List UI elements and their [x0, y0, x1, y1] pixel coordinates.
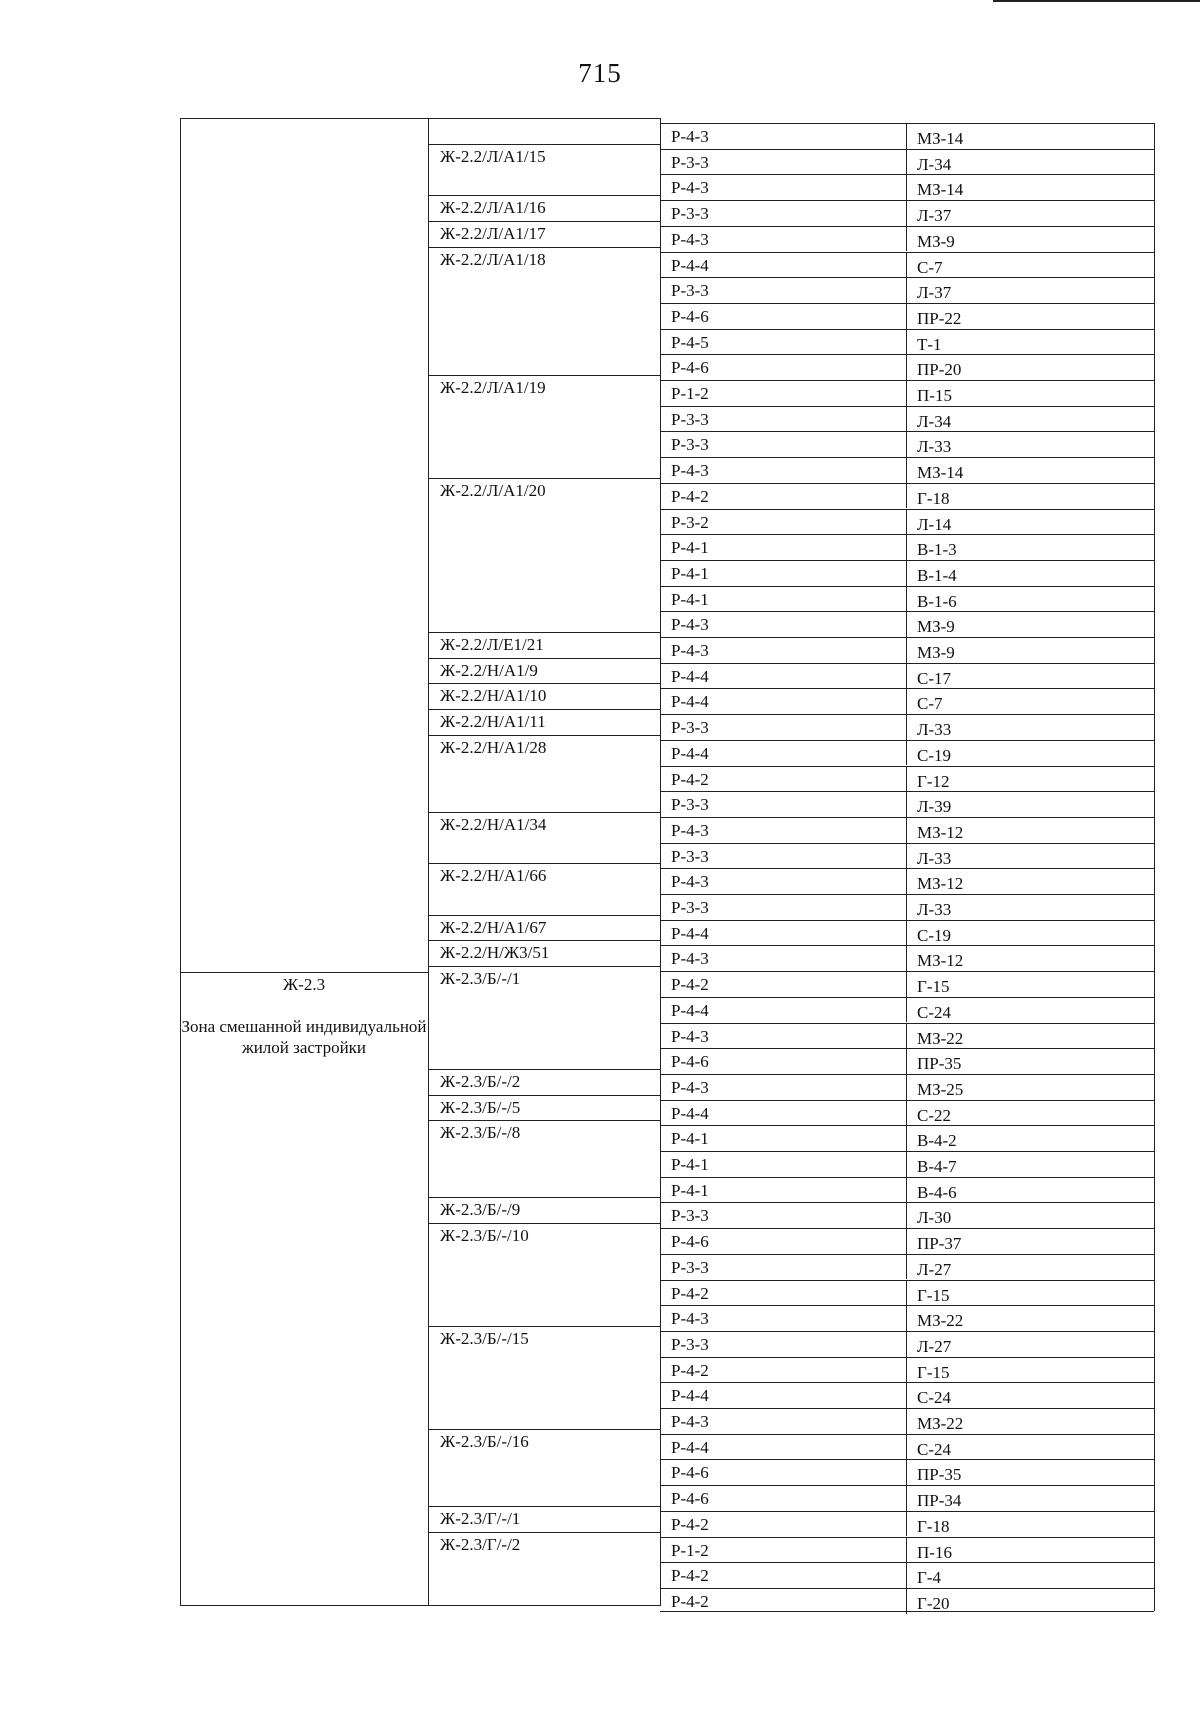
- table-row: [660, 766, 1154, 792]
- cell-divider: [906, 818, 907, 843]
- table-row: [660, 1357, 1154, 1383]
- cell-divider: [906, 484, 907, 509]
- table-row: [660, 1459, 1154, 1485]
- plot-number: Ж-2.2/Н/А1/9: [440, 660, 538, 680]
- cell-divider: [906, 150, 907, 175]
- cell-divider: [906, 1152, 907, 1177]
- cell-divider: [906, 767, 907, 792]
- cell-divider: [906, 1101, 907, 1126]
- plot-number: Ж-2.3/Б/-/9: [440, 1200, 521, 1220]
- regulation-code-cell: Р-3-2: [671, 512, 709, 532]
- regulation-code-cell: Р-4-3: [671, 127, 709, 146]
- table-row: [660, 1202, 1154, 1228]
- plot-number: Ж-2.3/Б/-/2: [440, 1071, 521, 1091]
- plot-group: [428, 1326, 660, 1429]
- table-row: [660, 1305, 1154, 1331]
- regulation-code-cell: Р-3-3: [671, 718, 709, 738]
- regulation-code-cell: Р-4-4: [671, 1386, 709, 1406]
- table-row: [660, 1434, 1154, 1460]
- cell-divider: [906, 1049, 907, 1074]
- table-row: [660, 1280, 1154, 1306]
- plot-group: [428, 1197, 660, 1223]
- regulation-code-cell: Р-4-6: [671, 358, 709, 378]
- cell-divider: [906, 1203, 907, 1228]
- regulation-code-cell: Р-4-2: [671, 486, 709, 506]
- cell-divider: [906, 1281, 907, 1306]
- regulation-code-cell: Р-3-3: [671, 1257, 709, 1277]
- plot-number: Ж-2.3/Б/-/10: [440, 1226, 529, 1246]
- table-row: [660, 1485, 1154, 1511]
- object-code-cell: МЗ-22: [917, 1311, 964, 1331]
- zone-code: Ж-2.3: [282, 975, 326, 994]
- cell-divider: [906, 561, 907, 586]
- object-code-cell: ПР-20: [917, 360, 962, 380]
- object-code-cell: Л-33: [917, 900, 952, 919]
- table-row: [660, 1048, 1154, 1074]
- table-row: [660, 226, 1154, 252]
- object-code-cell: Л-33: [917, 720, 952, 740]
- plot-group: [428, 1532, 660, 1609]
- cell-divider: [906, 1178, 907, 1203]
- table-row: [660, 174, 1154, 200]
- object-code-cell: С-24: [917, 1002, 951, 1022]
- table-row: [660, 252, 1154, 278]
- object-code-cell: Г-15: [917, 1285, 950, 1305]
- cell-divider: [906, 381, 907, 406]
- regulation-code-cell: Р-4-3: [671, 461, 709, 481]
- table-row: [660, 534, 1154, 560]
- table-right-border: [1154, 123, 1155, 1611]
- object-code-cell: Л-37: [917, 283, 952, 303]
- table-row: [660, 1511, 1154, 1537]
- table-row: [660, 1562, 1154, 1588]
- object-code-cell: МЗ-14: [917, 180, 964, 200]
- regulation-code-cell: Р-4-2: [671, 769, 709, 789]
- regulation-code-cell: Р-4-2: [671, 975, 709, 995]
- cell-divider: [906, 895, 907, 920]
- regulation-code-cell: Р-4-2: [671, 1283, 709, 1303]
- table-row: [660, 354, 1154, 380]
- regulation-code-cell: Р-4-6: [671, 1489, 709, 1509]
- object-code-cell: ПР-34: [917, 1491, 962, 1511]
- cell-divider: [906, 124, 907, 149]
- plot-number: Ж-2.2/Н/А1/28: [440, 737, 547, 757]
- object-code-cell: МЗ-22: [917, 1414, 964, 1433]
- table-row: [660, 611, 1154, 637]
- regulation-code-cell: Р-4-3: [671, 820, 709, 840]
- plot-number: Ж-2.2/Л/А1/20: [440, 480, 546, 500]
- plot-group: [428, 118, 660, 144]
- regulation-code-cell: Р-4-3: [671, 1077, 709, 1097]
- plot-number: Ж-2.3/Б/-/15: [440, 1328, 529, 1348]
- regulation-code-cell: Р-4-5: [671, 332, 709, 352]
- plot-number: Ж-2.2/Л/А1/15: [440, 146, 546, 166]
- plot-number: Ж-2.3/Б/-/8: [440, 1123, 521, 1143]
- object-code-cell: МЗ-12: [917, 951, 964, 971]
- table-row: [660, 945, 1154, 971]
- regulation-code-cell: Р-4-4: [671, 255, 709, 275]
- cell-divider: [906, 1486, 907, 1511]
- object-code-cell: Г-18: [917, 1516, 950, 1536]
- table-row: [660, 431, 1154, 457]
- regulation-code-cell: Р-4-2: [671, 1566, 709, 1586]
- cell-divider: [906, 1512, 907, 1537]
- cell-divider: [906, 664, 907, 689]
- regulation-code-cell: Р-1-2: [671, 1540, 709, 1560]
- object-code-cell: МЗ-22: [917, 1028, 964, 1048]
- plot-group: [428, 812, 660, 863]
- regulation-code-cell: Р-3-3: [671, 152, 709, 172]
- regulation-code-cell: Р-3-3: [671, 204, 709, 224]
- plot-number: Ж-2.2/Н/А1/11: [440, 712, 546, 732]
- object-code-cell: В-1-3: [917, 540, 957, 560]
- regulation-code-cell: Р-4-3: [671, 949, 709, 969]
- cell-divider: [906, 1075, 907, 1100]
- table-row: [660, 997, 1154, 1023]
- regulation-code-cell: Р-4-4: [671, 923, 709, 943]
- plot-group: [428, 632, 660, 658]
- regulation-code-cell: Р-3-3: [671, 1334, 709, 1354]
- regulation-code-cell: Р-4-3: [671, 178, 709, 198]
- cell-divider: [906, 612, 907, 637]
- regulation-code-cell: Р-4-2: [671, 1591, 709, 1611]
- regulation-code-cell: Р-3-3: [671, 846, 709, 866]
- plot-group: [428, 247, 660, 376]
- regulation-code-cell: Р-3-3: [671, 435, 709, 455]
- table-row: [660, 329, 1154, 355]
- object-code-cell: ПР-22: [917, 308, 962, 328]
- table-row: [660, 457, 1154, 483]
- table-row: [660, 509, 1154, 535]
- table-row: [660, 663, 1154, 689]
- plot-group: [428, 144, 660, 195]
- zone-name: Зона смешанной индивидуальной жилой застройки: [181, 1017, 427, 1057]
- regulation-code-cell: Р-4-3: [671, 1309, 709, 1329]
- object-code-cell: Т-1: [917, 334, 942, 354]
- plot-group: [428, 658, 660, 684]
- plot-number: Ж-2.2/Л/А1/16: [440, 198, 546, 218]
- cell-divider: [906, 741, 907, 766]
- cell-divider: [906, 458, 907, 483]
- cell-divider: [906, 638, 907, 663]
- cell-divider: [906, 998, 907, 1023]
- table-row: [660, 277, 1154, 303]
- table-row: [660, 1537, 1154, 1563]
- regulation-code-cell: Р-4-3: [671, 229, 709, 249]
- object-code-cell: МЗ-25: [917, 1079, 964, 1099]
- regulation-code-cell: Р-1-2: [671, 384, 709, 403]
- cell-divider: [906, 715, 907, 740]
- table-row: [660, 1125, 1154, 1151]
- plot-group: [428, 1095, 660, 1121]
- object-code-cell: С-17: [917, 668, 951, 688]
- object-code-cell: ПР-35: [917, 1465, 962, 1485]
- table-row: [660, 1100, 1154, 1126]
- plot-number: Ж-2.3/Г/-/2: [440, 1534, 521, 1554]
- plot-group: [428, 1429, 660, 1506]
- regulation-code-cell: Р-4-3: [671, 615, 709, 635]
- plot-group: [428, 375, 660, 478]
- object-code-cell: С-22: [917, 1105, 951, 1125]
- plot-number: Ж-2.2/Л/Е1/21: [440, 635, 544, 654]
- cell-divider: [906, 304, 907, 329]
- plot-group: [428, 940, 660, 966]
- table-row: [660, 817, 1154, 843]
- regulation-code-cell: Р-4-4: [671, 692, 709, 712]
- regulation-code-cell: Р-3-3: [671, 281, 709, 301]
- regulation-code-cell: Р-4-6: [671, 1232, 709, 1252]
- table-row: [660, 714, 1154, 740]
- object-code-cell: Л-14: [917, 514, 952, 534]
- table-row: [660, 1177, 1154, 1203]
- plot-number: Ж-2.2/Н/А1/10: [440, 686, 547, 706]
- regulation-code-cell: Р-3-3: [671, 795, 709, 815]
- object-code-cell: МЗ-9: [917, 617, 955, 637]
- table-row: [660, 1023, 1154, 1049]
- plot-number: Ж-2.2/Н/Ж3/51: [440, 943, 550, 963]
- cell-divider: [906, 1589, 907, 1614]
- regulation-code-cell: Р-4-1: [671, 1155, 709, 1174]
- cell-divider: [906, 1332, 907, 1357]
- table-row: [660, 1382, 1154, 1408]
- regulation-code-cell: Р-4-2: [671, 1514, 709, 1534]
- table-row: [660, 637, 1154, 663]
- object-code-cell: В-4-7: [917, 1157, 957, 1176]
- cell-divider: [906, 1229, 907, 1254]
- regulation-code-cell: Р-4-4: [671, 666, 709, 686]
- zone-column: [180, 118, 428, 1606]
- regulation-code-cell: Р-4-1: [671, 538, 709, 558]
- regulation-code-cell: Р-4-4: [671, 1437, 709, 1457]
- table-row: [660, 688, 1154, 714]
- table-row: [660, 843, 1154, 869]
- cell-divider: [906, 1538, 907, 1563]
- cell-divider: [906, 1563, 907, 1588]
- plot-group: [428, 1069, 660, 1095]
- object-code-cell: В-1-6: [917, 591, 957, 611]
- regulation-code-cell: Р-4-3: [671, 641, 709, 660]
- cell-divider: [906, 175, 907, 200]
- table-row: [660, 560, 1154, 586]
- table-row: [660, 1254, 1154, 1280]
- plot-number: Ж-2.3/Б/-/1: [440, 969, 521, 989]
- object-code-cell: Л-37: [917, 206, 952, 226]
- object-code-cell: В-4-2: [917, 1131, 957, 1151]
- cell-divider: [906, 689, 907, 714]
- cell-divider: [906, 972, 907, 997]
- object-code-cell: В-4-6: [917, 1182, 957, 1202]
- regulation-code-cell: Р-4-6: [671, 1052, 709, 1072]
- regulation-code-cell: Р-3-3: [671, 898, 709, 917]
- regulation-code-cell: Р-4-4: [671, 743, 709, 763]
- regulation-code-cell: Р-4-2: [671, 1360, 709, 1380]
- object-code-cell: С-24: [917, 1439, 951, 1459]
- cell-divider: [906, 407, 907, 432]
- plot-group: [428, 1223, 660, 1326]
- regulation-code-cell: Р-4-4: [671, 1103, 709, 1123]
- plot-group: [428, 915, 660, 941]
- table-row: [660, 791, 1154, 817]
- cell-divider: [906, 1409, 907, 1434]
- cell-divider: [906, 844, 907, 869]
- cell-divider: [906, 1460, 907, 1485]
- table-row: [660, 123, 1154, 149]
- object-code-cell: Г-12: [917, 771, 950, 791]
- zone-cell-zh-2-3: [180, 974, 428, 1058]
- plot-group: [428, 735, 660, 812]
- plot-number: Ж-2.2/Л/А1/19: [440, 378, 546, 397]
- table-row: [660, 303, 1154, 329]
- regulation-code-cell: Р-4-1: [671, 563, 709, 583]
- table-row: [660, 1151, 1154, 1177]
- object-code-cell: Л-30: [917, 1208, 952, 1228]
- object-code-cell: Л-33: [917, 437, 952, 457]
- table-row: [660, 868, 1154, 894]
- cell-divider: [906, 792, 907, 817]
- table-row: [660, 200, 1154, 226]
- object-code-cell: Л-34: [917, 154, 952, 174]
- cell-divider: [906, 869, 907, 894]
- object-code-cell: МЗ-9: [917, 231, 955, 251]
- object-code-cell: МЗ-12: [917, 874, 964, 894]
- plot-number: Ж-2.2/Н/А1/67: [440, 917, 547, 937]
- table-row: [660, 1074, 1154, 1100]
- plot-number: Ж-2.3/Б/-/5: [440, 1097, 521, 1117]
- plot-number: Ж-2.2/Н/А1/34: [440, 814, 547, 834]
- plot-number: Ж-2.3/Б/-/16: [440, 1431, 529, 1451]
- object-code-cell: С-7: [917, 257, 943, 277]
- plot-group: [428, 1120, 660, 1197]
- cell-divider: [906, 1126, 907, 1151]
- object-code-cell: С-7: [917, 694, 943, 714]
- cell-divider: [906, 201, 907, 226]
- cell-divider: [906, 921, 907, 946]
- regulation-code-cell: Р-4-4: [671, 1000, 709, 1020]
- cell-divider: [906, 1306, 907, 1331]
- object-code-cell: МЗ-12: [917, 822, 964, 842]
- zone-separator: [180, 972, 428, 973]
- regulation-code-cell: Р-4-1: [671, 589, 709, 609]
- object-code-cell: П-15: [917, 386, 952, 405]
- table-row: [660, 1408, 1154, 1434]
- table-row: [660, 483, 1154, 509]
- object-code-cell: В-1-4: [917, 565, 957, 585]
- table-row: [660, 149, 1154, 175]
- regulation-code-cell: Р-4-3: [671, 872, 709, 892]
- regulation-code-cell: Р-3-3: [671, 409, 709, 429]
- regulation-code-cell: Р-3-3: [671, 1206, 709, 1226]
- cell-divider: [906, 227, 907, 252]
- object-code-cell: ПР-35: [917, 1054, 962, 1074]
- page-number: 715: [578, 58, 622, 88]
- cell-divider: [906, 510, 907, 535]
- regulation-code-cell: Р-4-6: [671, 1463, 709, 1483]
- plot-group: [428, 1506, 660, 1532]
- plot-number: Ж-2.2/Л/А1/18: [440, 249, 546, 269]
- object-code-cell: Г-20: [917, 1593, 950, 1613]
- object-code-cell: С-19: [917, 745, 951, 765]
- table-row: [660, 1228, 1154, 1254]
- plot-number: Ж-2.2/Л/А1/17: [440, 223, 546, 243]
- object-code-cell: Г-4: [917, 1568, 941, 1588]
- regulation-code-cell: Р-4-3: [671, 1026, 709, 1046]
- plot-group: [428, 709, 660, 735]
- table-row: [660, 920, 1154, 946]
- object-code-cell: ПР-37: [917, 1234, 962, 1254]
- cell-divider: [906, 587, 907, 612]
- cell-divider: [906, 253, 907, 278]
- table-row: [660, 406, 1154, 432]
- cell-divider: [906, 330, 907, 355]
- regulation-code-cell: Р-4-1: [671, 1129, 709, 1149]
- plot-group: [428, 863, 660, 914]
- regulation-code-cell: Р-4-6: [671, 306, 709, 326]
- object-code-cell: Г-18: [917, 488, 950, 508]
- object-code-cell: С-24: [917, 1388, 951, 1408]
- plot-group: [428, 221, 660, 247]
- object-code-cell: Л-39: [917, 797, 952, 817]
- table-row: [660, 586, 1154, 612]
- cell-divider: [906, 946, 907, 971]
- object-code-cell: Л-27: [917, 1336, 952, 1356]
- cell-divider: [906, 1435, 907, 1460]
- table-row: [660, 971, 1154, 997]
- plot-number: Ж-2.3/Г/-/1: [440, 1508, 521, 1528]
- plot-group: [428, 478, 660, 632]
- plot-number: Ж-2.2/Н/А1/66: [440, 866, 547, 886]
- table-row: [660, 1588, 1154, 1614]
- object-code-cell: Л-27: [917, 1259, 952, 1279]
- cell-divider: [906, 1383, 907, 1408]
- table-row: [660, 380, 1154, 406]
- object-code-cell: Л-34: [917, 411, 952, 431]
- object-code-cell: МЗ-14: [917, 463, 964, 483]
- cell-divider: [906, 1255, 907, 1280]
- object-code-cell: Л-33: [917, 848, 952, 868]
- regulation-code-cell: Р-4-1: [671, 1180, 709, 1200]
- object-code-cell: Г-15: [917, 977, 950, 997]
- object-code-cell: МЗ-14: [917, 129, 964, 148]
- cell-divider: [906, 1024, 907, 1049]
- plot-group: [428, 966, 660, 1069]
- cell-divider: [906, 355, 907, 380]
- cell-divider: [906, 278, 907, 303]
- cell-divider: [906, 432, 907, 457]
- plot-group: [428, 683, 660, 709]
- table-row: [660, 1331, 1154, 1357]
- table-row: [660, 740, 1154, 766]
- cell-divider: [906, 535, 907, 560]
- plot-group: [428, 195, 660, 221]
- cell-divider: [906, 1358, 907, 1383]
- object-code-cell: П-16: [917, 1542, 952, 1562]
- object-code-cell: Г-15: [917, 1362, 950, 1382]
- regulation-code-cell: Р-4-3: [671, 1412, 709, 1431]
- table-row: [660, 894, 1154, 920]
- object-code-cell: С-19: [917, 925, 951, 945]
- object-code-cell: МЗ-9: [917, 643, 955, 662]
